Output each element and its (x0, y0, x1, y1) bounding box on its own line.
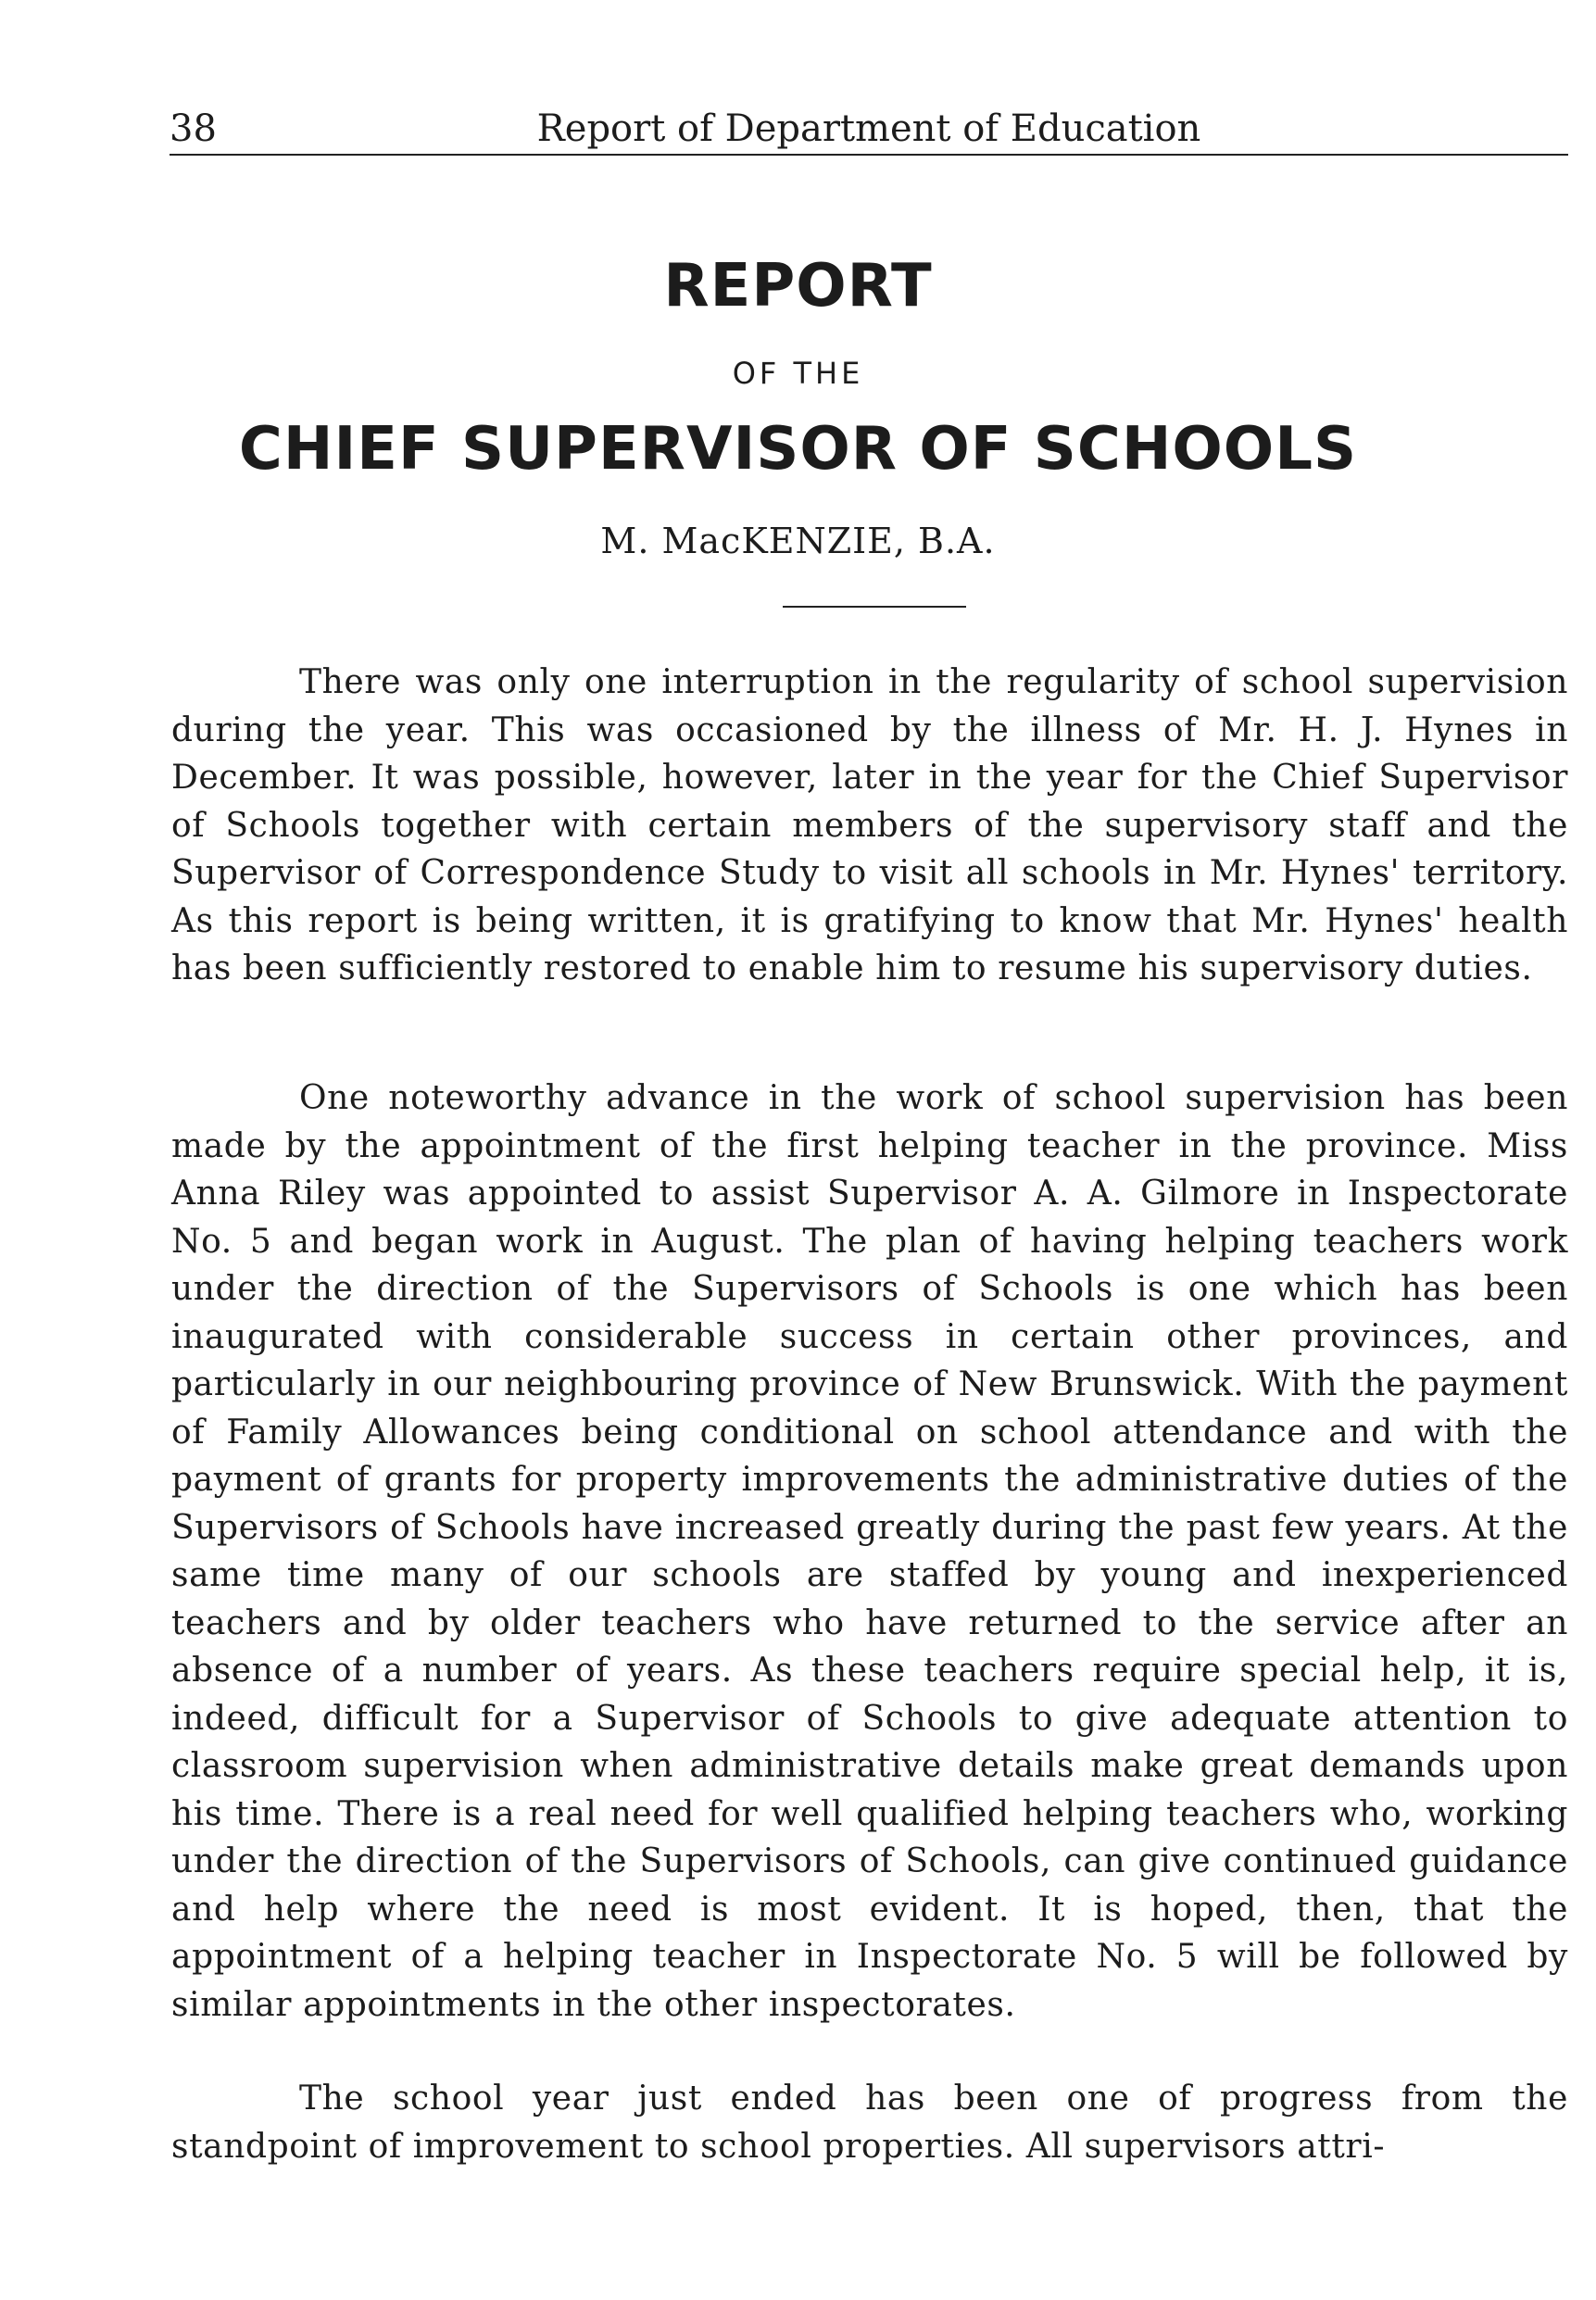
paragraph-2: One noteworthy advance in the work of school supervision has been made by the appointment of the first helping teacher in the province. Miss Anna Riley was appointed to assist Supervisor A. A. Gilmore in Inspectorate No. 5 and began work in August. The plan of having helping teachers work under the direction of the Supervisors of Schools is one which has been inaugurated with considerable success in certain other provinces, and particularly in our neighbouring province of New Brunswick. With the payment of Family Allowances being conditional on school attendance and with the payment of grants for property improvements the administrative duties of the Supervisors of Schools have increased greatly during the past few years. At the same time many of our schools are staffed by young and inexperienced teachers and by older teachers who have returned to the service after an absence of a number of years. As these teachers require special help, it is, indeed, difficult for a Supervisor of Schools to give adequate attention to classroom supervision when administrative details make great demands upon his time. There is a real need for well qualified helping teachers who, working under the direction of the Supervisors of Schools, can give continued guidance and help where the need is most evident. It is hoped, then, that the appointment of a helping teacher in Inspectorate No. 5 will be followed by similar appointments in the other inspectorates. (171, 1079, 1568, 2024)
chief-supervisor-heading: CHIEF SUPERVISOR OF SCHOOLS (238, 415, 1358, 484)
paragraph-3: The school year just ended has been one of progress from the standpoint of improvement to school properties. All supervisors attri- (171, 2080, 1568, 2166)
page-number: 38 (170, 107, 217, 150)
paragraph-1: There was only one interruption in the regularity of school supervision during the year. This was occasioned by the illness of Mr. H. J. Hynes in December. It was possible, however, later in the year for the Chief Supervisor of Schools together with certain members of the supervisory staff and the Supervisor of Correspondence Study to visit all schools in Mr. Hynes' territory. As this report is being written, it is gratifying to know that Mr. Hynes' health has been sufficiently restored to enable him to resume his supervisory duties. (171, 663, 1568, 987)
of-the-subheading: OF THE (732, 356, 864, 391)
running-header (170, 107, 1568, 159)
header-rule (170, 154, 1568, 156)
title-divider (783, 606, 966, 608)
report-heading: REPORT (663, 252, 933, 320)
running-title: Report of Department of Education (536, 107, 1201, 150)
author-line: M. MacKENZIE, B.A. (600, 521, 996, 561)
